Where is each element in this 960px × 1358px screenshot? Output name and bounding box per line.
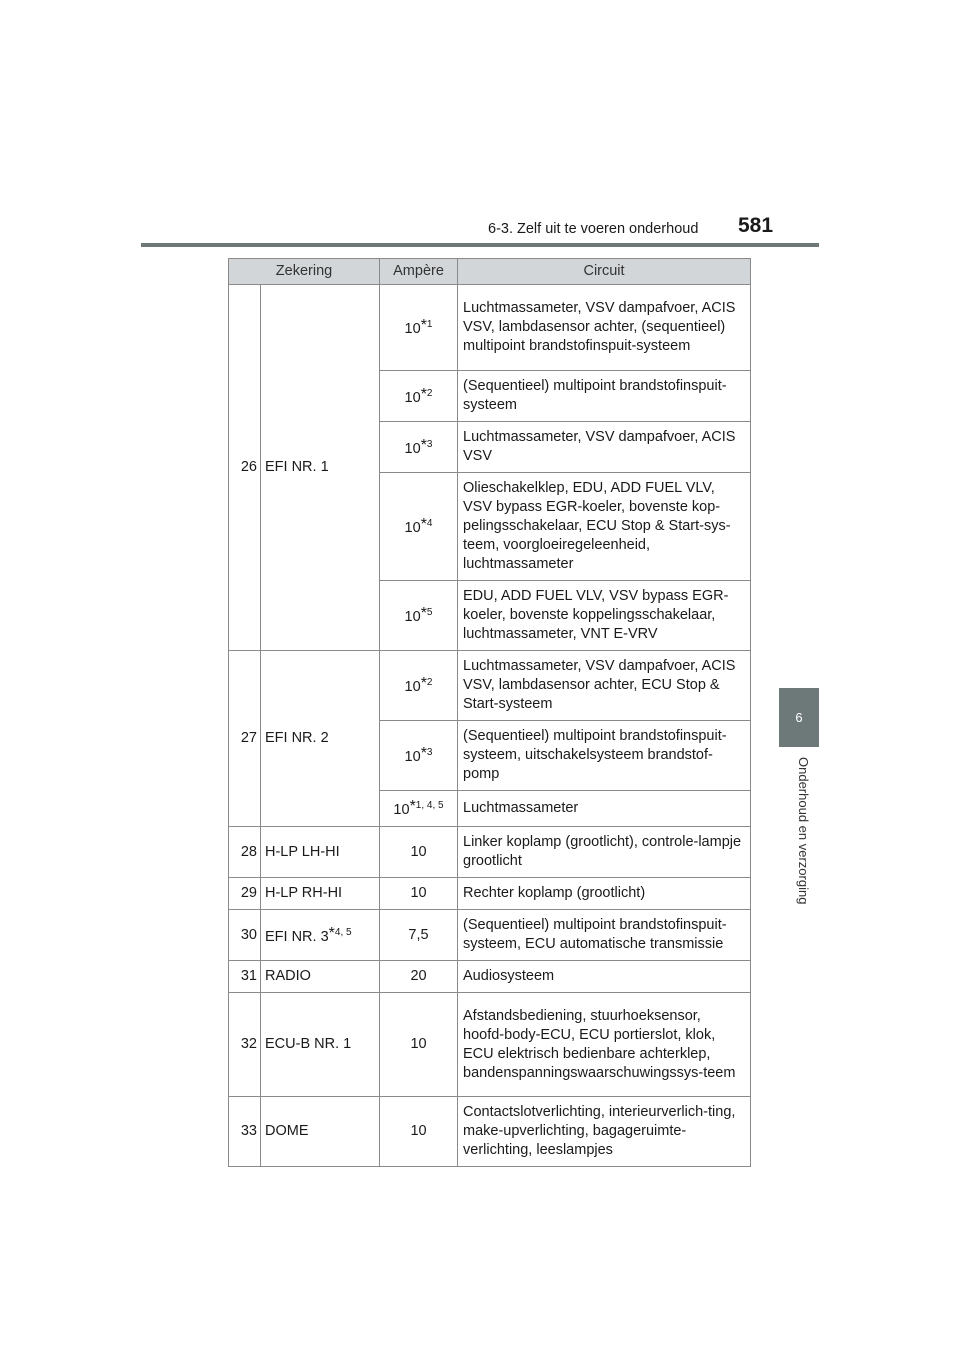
footnote-ref: 1, 4, 5: [415, 800, 444, 812]
column-header-zekering: Zekering: [229, 259, 380, 285]
footnote-asterisk: *: [420, 385, 427, 403]
ampere-value: 10: [410, 1036, 427, 1052]
ampere-value: 10: [404, 321, 421, 337]
fuse-number: 32: [229, 993, 261, 1097]
ampere-value: 10: [410, 1123, 427, 1139]
fuse-name: [261, 285, 380, 651]
fuse-circuit: (Sequentieel) multipoint brandstofinspuit-systeem, ECU automatische transmissie: [458, 910, 751, 961]
ampere-value: 20: [410, 968, 427, 984]
footnote-asterisk: *: [420, 516, 427, 533]
fuse-ampere: [380, 473, 458, 581]
chapter-tab-number: 6: [779, 688, 819, 747]
fuse-circuit: Rechter koplamp (grootlicht): [458, 878, 751, 910]
fuse-ampere: [380, 285, 458, 371]
ampere-value: 10: [410, 885, 427, 901]
footnote-ref: 3: [426, 747, 433, 759]
fuse-name: [261, 910, 380, 961]
fuse-circuit: Luchtmassameter, VSV dampafvoer, ACIS VSV: [458, 422, 751, 473]
fuse-name: [261, 827, 380, 878]
fuse-circuit: (Sequentieel) multipoint brandstofinspuit-systeem, uitschakelsysteem brandstof-pomp: [458, 721, 751, 791]
fuse-number: 33: [229, 1097, 261, 1167]
footnote-asterisk: *: [420, 317, 427, 334]
fuse-name-text: H-LP LH-HI: [265, 843, 340, 860]
footnote-ref: 4, 5: [334, 926, 352, 938]
fuse-ampere: [380, 721, 458, 791]
footnote-ref: 4: [426, 518, 433, 530]
fuse-ampere: [380, 910, 458, 961]
ampere-value: 10: [404, 609, 421, 625]
ampere-value: 7,5: [408, 926, 429, 943]
fuse-number: 31: [229, 961, 261, 993]
fuse-ampere: [380, 651, 458, 721]
fuse-name: [261, 878, 380, 910]
fuse-number: 26: [229, 285, 261, 651]
fuse-ampere: [380, 581, 458, 651]
table-row: [229, 827, 751, 878]
fuse-circuit: (Sequentieel) multipoint brandstofinspuit-systeem: [458, 371, 751, 422]
footnote-ref: 5: [426, 607, 433, 619]
fuse-ampere: [380, 827, 458, 878]
fuse-ampere: [380, 791, 458, 827]
footnote-ref: 3: [426, 438, 433, 450]
table-row: [229, 961, 751, 993]
column-header-ampere: Ampère: [380, 259, 458, 285]
ampere-value: 10: [404, 389, 421, 406]
table-row: [229, 285, 751, 371]
footnote-asterisk: *: [420, 605, 427, 622]
fuse-ampere: [380, 422, 458, 473]
fuse-circuit: Luchtmassameter, VSV dampafvoer, ACIS VSV, lambdasensor achter, (sequentieel) multipoint brandstofinspuit-systeem: [458, 285, 751, 371]
ampere-value: 10: [404, 749, 421, 765]
fuse-number: 30: [229, 910, 261, 961]
fuse-circuit: Contactslotverlichting, interieurverlich-ting, make-upverlichting, bagageruimte-verlichting, leeslampjes: [458, 1097, 751, 1167]
footnote-ref: 2: [426, 387, 433, 399]
section-title: 6-3. Zelf uit te voeren onderhoud: [488, 221, 699, 237]
fuse-ampere: [380, 878, 458, 910]
fuse-number: 27: [229, 651, 261, 827]
chapter-tab-label: Onderhoud en verzorging: [796, 757, 811, 905]
ampere-value: 10: [404, 520, 421, 536]
fuse-name: [261, 1097, 380, 1167]
fuse-number: 29: [229, 878, 261, 910]
fuse-name-text: EFI NR. 3: [265, 928, 329, 945]
fuse-ampere: [380, 1097, 458, 1167]
ampere-value: 10: [410, 843, 427, 860]
table-row: [229, 993, 751, 1097]
fuse-name-text: EFI NR. 1: [265, 459, 329, 475]
footnote-asterisk: *: [420, 436, 427, 454]
footnote-ref: 1: [426, 319, 433, 331]
fuse-name-text: ECU-B NR. 1: [265, 1036, 352, 1052]
fuse-table: [228, 258, 751, 1167]
fuse-circuit: Luchtmassameter, VSV dampafvoer, ACIS VSV, lambdasensor achter, ECU Stop & Start-systeem: [458, 651, 751, 721]
fuse-table-body: [229, 285, 751, 1167]
fuse-name: [261, 651, 380, 827]
fuse-number: 28: [229, 827, 261, 878]
fuse-name-text: DOME: [265, 1123, 309, 1139]
footnote-ref: 2: [426, 677, 433, 689]
table-row: [229, 1097, 751, 1167]
fuse-name: [261, 961, 380, 993]
footnote-asterisk: *: [420, 675, 427, 692]
column-header-circuit: Circuit: [458, 259, 751, 285]
ampere-value: 10: [404, 679, 421, 695]
table-row: [229, 910, 751, 961]
fuse-name-text: RADIO: [265, 968, 311, 984]
fuse-circuit: Linker koplamp (grootlicht), controle-lampje grootlicht: [458, 827, 751, 878]
fuse-name-text: EFI NR. 2: [265, 730, 329, 746]
footnote-asterisk: *: [328, 924, 335, 942]
header-divider: [141, 243, 819, 247]
fuse-circuit: Audiosysteem: [458, 961, 751, 993]
ampere-value: 10: [404, 440, 421, 457]
footnote-asterisk: *: [409, 798, 416, 815]
fuse-ampere: [380, 371, 458, 422]
fuse-ampere: [380, 993, 458, 1097]
fuse-circuit: Olieschakelklep, EDU, ADD FUEL VLV, VSV bypass EGR-koeler, bovenste kop-pelingsschakelaar, ECU Stop & Start-sys-teem, voorgloeiregeleenheid, luchtmassameter: [458, 473, 751, 581]
footnote-asterisk: *: [420, 745, 427, 762]
fuse-circuit: EDU, ADD FUEL VLV, VSV bypass EGR-koeler, bovenste koppelingsschakelaar, luchtmassameter, VNT E-VRV: [458, 581, 751, 651]
table-header-row: [229, 259, 751, 285]
fuse-ampere: [380, 961, 458, 993]
table-row: [229, 651, 751, 721]
ampere-value: 10: [393, 802, 410, 818]
fuse-circuit: Afstandsbediening, stuurhoeksensor, hoofd-body-ECU, ECU portierslot, klok, ECU elektrisch bedienbare achterklep, bandenspanningswaarschuwingssys-teem: [458, 993, 751, 1097]
fuse-name: [261, 993, 380, 1097]
fuse-circuit: Luchtmassameter: [458, 791, 751, 827]
table-row: [229, 878, 751, 910]
fuse-name-text: H-LP RH-HI: [265, 885, 343, 901]
page-number: 581: [738, 214, 774, 237]
